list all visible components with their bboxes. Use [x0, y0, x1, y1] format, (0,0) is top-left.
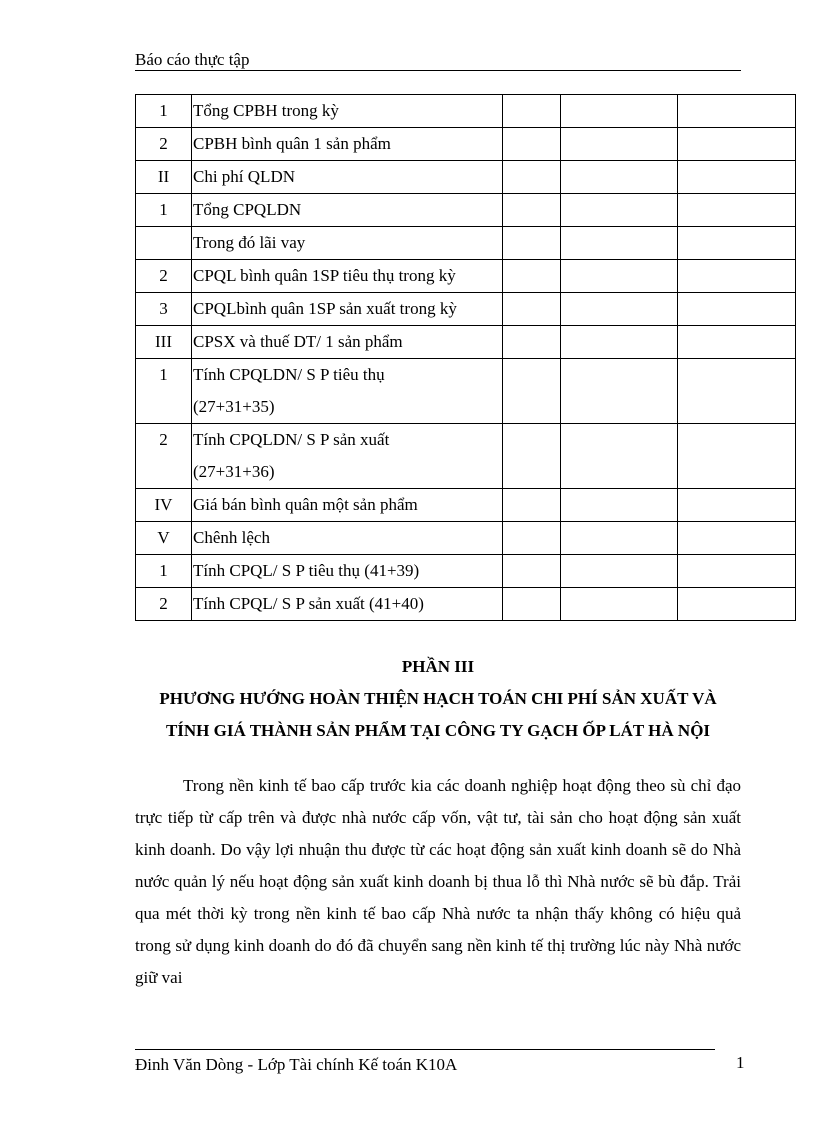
- row-description-cell: CPBH bình quân 1 sản phẩm: [192, 128, 503, 161]
- empty-value-cell: [503, 194, 561, 227]
- footer-divider: [135, 1049, 715, 1050]
- row-description-cell: Tổng CPBH trong kỳ: [192, 95, 503, 128]
- row-number: 1: [159, 365, 168, 384]
- row-description-line: Tính CPQLDN/ S P sản xuất: [193, 430, 390, 449]
- empty-value-cell: [561, 128, 678, 161]
- row-description-cell: CPQL bình quân 1SP tiêu thụ trong kỳ: [192, 260, 503, 293]
- empty-value-cell: [503, 326, 561, 359]
- empty-value-cell: [561, 522, 678, 555]
- empty-value-cell: [503, 489, 561, 522]
- row-description-cell: Chênh lệch: [192, 522, 503, 555]
- row-description-cell: Tổng CPQLDN: [192, 194, 503, 227]
- empty-value-cell: [678, 260, 796, 293]
- section-title-line-1: PHƯƠNG HƯỚNG HOÀN THIỆN HẠCH TOÁN CHI PHÍ SẢN XUẤT VÀ: [159, 689, 717, 708]
- cost-table: [135, 94, 796, 621]
- empty-value-cell: [503, 293, 561, 326]
- empty-value-cell: [561, 588, 678, 621]
- empty-value-cell: [503, 359, 561, 424]
- empty-value-cell: [561, 555, 678, 588]
- section-part-label: PHẦN III: [401, 657, 475, 676]
- empty-value-cell: [678, 359, 796, 424]
- table-row: [136, 227, 796, 260]
- row-description-cell: Tính CPQL/ S P sản xuất (41+40): [192, 588, 503, 621]
- table-row: [136, 588, 796, 621]
- table-row: [136, 489, 796, 522]
- section-title-line-2: TÍNH GIÁ THÀNH SẢN PHẨM TẠI CÔNG TY GẠCH ỐP LÁT HÀ NỘI: [165, 721, 711, 740]
- row-number-cell: 2: [136, 260, 192, 293]
- empty-value-cell: [561, 95, 678, 128]
- table-row: [136, 522, 796, 555]
- footer-author: Đinh Văn Dòng - Lớp Tài chính Kế toán K10A: [135, 1055, 458, 1074]
- row-number-cell: [136, 359, 192, 424]
- empty-value-cell: [503, 161, 561, 194]
- row-description-cell: CPSX và thuế DT/ 1 sản phẩm: [192, 326, 503, 359]
- row-description-cell: [192, 424, 503, 489]
- body-paragraph: Trong nền kinh tế bao cấp trước kia các doanh nghiệp hoạt động theo sù chỉ đạo trực tiếp từ cấp trên và được nhà nước cấp vốn, vật tư, tài sản cho hoạt động sản xuất kinh doanh. Do vậy lợi nhuận thu được từ các hoạt động sản xuất kinh doanh sẽ do Nhà nước quản lý nếu hoạt động sản xuất kinh doanh bị thua lỗ thì Nhà nước sẽ bù đắp. Trải qua mét thời kỳ trong nền kinh tế bao cấp Nhà nước ta nhận thấy không có hiệu quả trong sử dụng kinh doanh do đó đã chuyển sang nền kinh tế thị trường lúc này Nhà nước giữ vai: [135, 776, 741, 987]
- row-description-line: (27+31+36): [193, 462, 275, 481]
- row-number-cell: III: [136, 326, 192, 359]
- row-number-cell: 1: [136, 95, 192, 128]
- empty-value-cell: [561, 359, 678, 424]
- empty-value-cell: [678, 555, 796, 588]
- table-row: [136, 359, 796, 424]
- row-description-line: (27+31+35): [193, 397, 275, 416]
- table-row: [136, 95, 796, 128]
- row-description-cell: CPQLbình quân 1SP sản xuất trong kỳ: [192, 293, 503, 326]
- row-number-cell: [136, 424, 192, 489]
- cost-table-body: [136, 95, 796, 621]
- empty-value-cell: [678, 194, 796, 227]
- page-number: 1: [736, 1053, 745, 1072]
- empty-value-cell: [503, 128, 561, 161]
- empty-value-cell: [678, 326, 796, 359]
- empty-value-cell: [561, 161, 678, 194]
- empty-value-cell: [678, 588, 796, 621]
- empty-value-cell: [503, 424, 561, 489]
- empty-value-cell: [678, 424, 796, 489]
- empty-value-cell: [503, 260, 561, 293]
- row-description-line: Tính CPQLDN/ S P tiêu thụ: [193, 365, 385, 384]
- row-number-cell: 1: [136, 555, 192, 588]
- empty-value-cell: [561, 326, 678, 359]
- row-number-cell: [136, 227, 192, 260]
- page-header-title: Báo cáo thực tập: [135, 50, 250, 69]
- header-divider: [135, 70, 741, 71]
- row-description-cell: Trong đó lãi vay: [192, 227, 503, 260]
- empty-value-cell: [678, 227, 796, 260]
- empty-value-cell: [678, 95, 796, 128]
- row-description-cell: Tính CPQL/ S P tiêu thụ (41+39): [192, 555, 503, 588]
- table-row: [136, 293, 796, 326]
- empty-value-cell: [678, 522, 796, 555]
- empty-value-cell: [503, 522, 561, 555]
- empty-value-cell: [678, 489, 796, 522]
- empty-value-cell: [561, 194, 678, 227]
- empty-value-cell: [678, 128, 796, 161]
- empty-value-cell: [561, 227, 678, 260]
- row-number-cell: 1: [136, 194, 192, 227]
- table-row: [136, 424, 796, 489]
- empty-value-cell: [561, 424, 678, 489]
- table-row: [136, 161, 796, 194]
- empty-value-cell: [561, 260, 678, 293]
- table-row: [136, 326, 796, 359]
- row-number-cell: II: [136, 161, 192, 194]
- table-row: [136, 260, 796, 293]
- empty-value-cell: [503, 588, 561, 621]
- empty-value-cell: [678, 293, 796, 326]
- table-row: [136, 194, 796, 227]
- row-number-cell: V: [136, 522, 192, 555]
- empty-value-cell: [503, 227, 561, 260]
- row-number-cell: IV: [136, 489, 192, 522]
- table-row: [136, 128, 796, 161]
- table-row: [136, 555, 796, 588]
- row-number-cell: 3: [136, 293, 192, 326]
- row-number-cell: 2: [136, 128, 192, 161]
- empty-value-cell: [503, 555, 561, 588]
- empty-value-cell: [561, 293, 678, 326]
- row-description-cell: Giá bán bình quân một sản phẩm: [192, 489, 503, 522]
- row-description-cell: [192, 359, 503, 424]
- empty-value-cell: [678, 161, 796, 194]
- row-number-cell: 2: [136, 588, 192, 621]
- empty-value-cell: [503, 95, 561, 128]
- empty-value-cell: [561, 489, 678, 522]
- row-description-cell: Chi phí QLDN: [192, 161, 503, 194]
- row-number: 2: [159, 430, 168, 449]
